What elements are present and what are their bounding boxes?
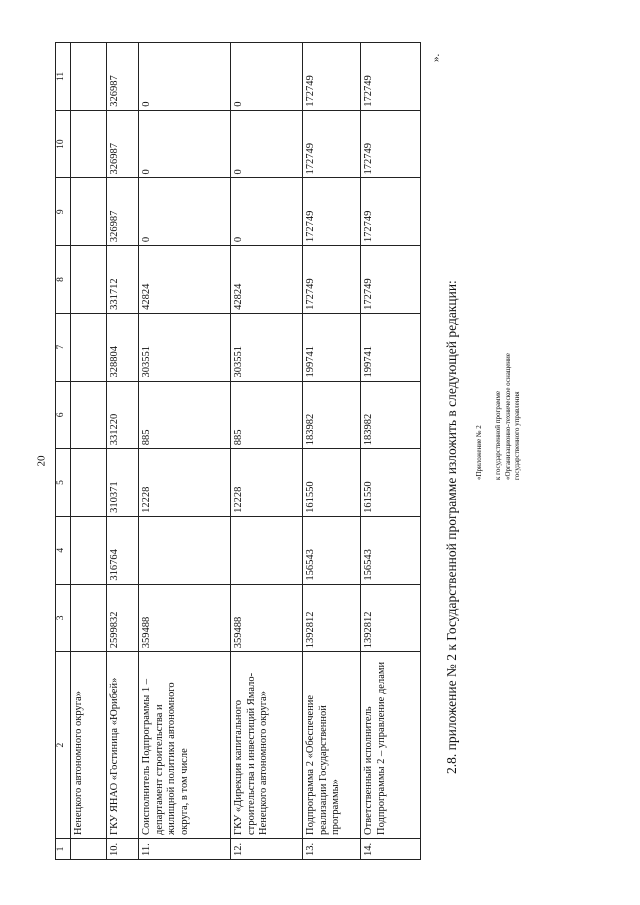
header-cell: 4 [56,516,71,584]
appendix-line: государственного управления [513,391,522,480]
value-cell: 199741 [303,313,361,381]
value-cell: 0 [139,110,231,178]
table-header-row [56,43,71,860]
value-cell: 0 [231,110,303,178]
value-cell: 326987 [107,43,139,111]
table-row [107,43,139,860]
value-cell: 310371 [107,449,139,517]
value-cell [71,110,107,178]
value-cell [71,449,107,517]
row-name-cell: ГКУ «Дирекция капитального строительства и инвестиций Ямало-Ненецкого автономного округа» [231,652,303,839]
value-cell: 303551 [231,313,303,381]
value-cell: 359488 [139,584,231,652]
row-number-cell: 10. [107,839,139,860]
value-cell: 172749 [303,178,361,246]
value-cell [139,516,231,584]
row-name-cell: ГКУ ЯНАО «Гостиница «Юрибей» [107,652,139,839]
row-number-cell: 11. [139,839,231,860]
value-cell: 156543 [361,516,421,584]
value-cell: 161550 [361,449,421,517]
table-row [303,43,361,860]
value-cell [71,313,107,381]
value-cell: 172749 [303,43,361,111]
row-number-cell: 14. [361,839,421,860]
value-cell [71,381,107,449]
closing-quote-mark: ». [430,53,442,62]
row-name-cell: Соисполнитель Подпрограммы 1 – департамент строительства и жилищной политики автономного округа, в том числе [139,652,231,839]
value-cell [71,178,107,246]
table-row [71,43,107,860]
value-cell [71,584,107,652]
value-cell: 12228 [231,449,303,517]
value-cell: 42824 [139,246,231,314]
value-cell: 303551 [139,313,231,381]
row-number-cell: 12. [231,839,303,860]
value-cell: 172749 [303,110,361,178]
value-cell: 885 [139,381,231,449]
rotated-page-content [55,40,640,860]
value-cell: 316764 [107,516,139,584]
table-row [139,43,231,860]
value-cell: 183982 [361,381,421,449]
value-cell: 331712 [107,246,139,314]
value-cell: 12228 [139,449,231,517]
value-cell: 161550 [303,449,361,517]
header-cell: 2 [56,652,71,839]
value-cell: 326987 [107,178,139,246]
value-cell: 0 [139,43,231,111]
value-cell: 172749 [361,110,421,178]
value-cell: 0 [139,178,231,246]
value-cell: 172749 [361,43,421,111]
header-cell: 5 [56,449,71,517]
appendix-line: «Организационно-техническое оснащение [503,353,512,480]
value-cell: 156543 [303,516,361,584]
value-cell: 172749 [361,178,421,246]
value-cell: 172749 [361,246,421,314]
page-number: 20 [35,455,48,467]
budget-table [55,42,421,860]
value-cell: 0 [231,43,303,111]
value-cell: 328804 [107,313,139,381]
value-cell: 0 [231,178,303,246]
value-cell: 359488 [231,584,303,652]
value-cell: 885 [231,381,303,449]
value-cell [71,246,107,314]
value-cell: 1392812 [303,584,361,652]
header-cell: 11 [56,43,71,111]
row-number-cell [71,839,107,860]
value-cell: 183982 [303,381,361,449]
row-name-cell: Ненецкого автономного округа» [71,652,107,839]
value-cell: 331220 [107,381,139,449]
row-number-cell: 13. [303,839,361,860]
value-cell: 199741 [361,313,421,381]
value-cell: 1392812 [361,584,421,652]
header-cell: 6 [56,381,71,449]
value-cell: 2599832 [107,584,139,652]
appendix-caption [475,353,523,480]
table-row [231,43,303,860]
value-cell [231,516,303,584]
header-cell: 7 [56,313,71,381]
value-cell: 42824 [231,246,303,314]
header-cell: 1 [56,839,71,860]
appendix-line: к государственной программе [494,391,503,480]
header-cell: 8 [56,246,71,314]
value-cell: 326987 [107,110,139,178]
amendment-heading: 2.8. приложение № 2 к Государственной программе изложить в следующей редакции: [444,280,459,774]
table-row [361,43,421,860]
header-cell: 10 [56,110,71,178]
row-name-cell: Подпрограмма 2 «Обеспечение реализации Государственной программы» [303,652,361,839]
value-cell: 172749 [303,246,361,314]
row-name-cell: Ответственный исполнитель Подпрограммы 2 – управление делами [361,652,421,839]
header-cell: 9 [56,178,71,246]
appendix-title: «Приложение № 2 [475,425,483,480]
value-cell [71,516,107,584]
header-cell: 3 [56,584,71,652]
value-cell [71,43,107,111]
